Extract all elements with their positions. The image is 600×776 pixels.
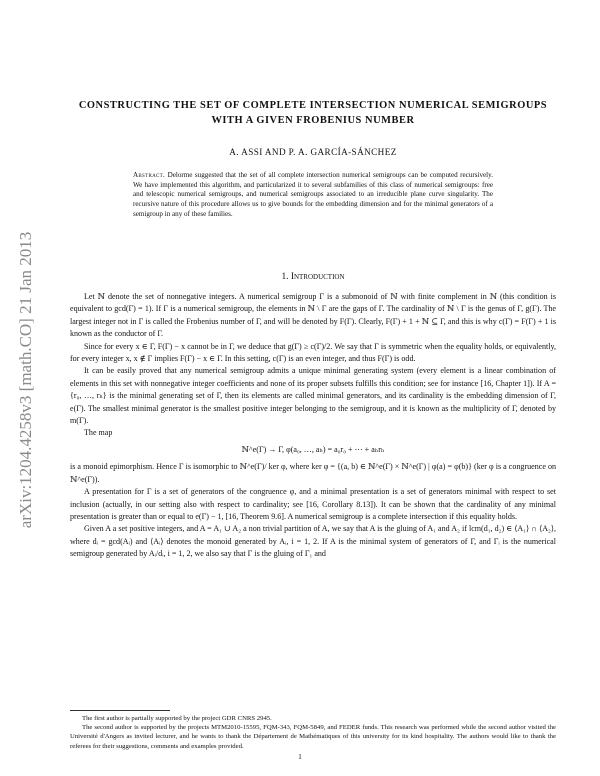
arxiv-identifier-text: arXiv:1204.4258v3 [math.CO] 21 Jan 2013	[16, 231, 35, 529]
section-number: 1.	[281, 272, 289, 282]
body-text	[70, 291, 556, 561]
paragraph: It can be easily proved that any numerical semigroup admits a unique minimal generating system (every element is a linear combination of elements in this set with nonnegative integer coefficients and none of its proper subsets fulfills this condition; see for instance [16, Chapter 1]). If A = {r₀, …, rₕ} is the minimal generating set of Γ, then its elements are called minimal generators, and its cardinality is the embedding dimension of Γ, e(Γ). The smallest minimal generator is the smallest positive integer belonging to the semigroup, and it is known as the multiplicity of Γ, denoted by m(Γ).	[70, 366, 556, 426]
paragraph: A presentation for Γ is a set of generators of the congruence φ, and a minimal presentation is a set of generators minimal with respect to set inclusion (actually, in our setting also with respect to cardinality; see [16, Corollary 8.13]). It can be shown that the cardinality of any minimal presentation is greater than or equal to e(Γ) − 1, [16, Theorem 9.6]. A numerical semigroup is a complete intersection if this equality holds.	[70, 487, 556, 521]
footnote: The second author is supported by the projects MTM2010-15595, FQM-343, FQM-5849, and FEDER funds. This research was performed while the second author visited the Université d'Angers as invited lecturer, and he wants to thank the Département de Mathématiques of this university for its kind hospitality. The authors would like to thank the referees for their suggestions, comments and examples provided.	[70, 724, 556, 750]
paragraph: Since for every x ∈ Γ, F(Γ) − x cannot be in Γ, we deduce that g(Γ) ≥ c(Γ)/2. We say that Γ is symmetric when the equality holds, or equivalently, for every integer x, x ∉ Γ implies F(Γ) − x ∈ Γ. In this setting, c(Γ) is an even integer, and thus F(Γ) is odd.	[70, 341, 556, 364]
paragraph: Let ℕ denote the set of nonnegative integers. A numerical semigroup Γ is a submonoid of ℕ with finite complement in ℕ (this condition is equivalent to gcd(Γ) = 1). If Γ is a numerical semigroup, the elements in ℕ \ Γ are the gaps of Γ. The cardinality of ℕ \ Γ is the genus of Γ, g(Γ). The largest integer not in Γ is called the Frobenius number of Γ, and will be denoted by F(Γ). Clearly, F(Γ) + 1 + ℕ ⊆ Γ, and this is why c(Γ) = F(Γ) + 1 is known as the conductor of Γ.	[70, 292, 556, 339]
abstract	[133, 171, 493, 219]
paper-title: CONSTRUCTING THE SET OF COMPLETE INTERSECTION NUMERICAL SEMIGROUPS WITH A GIVEN FROBENIUS NUMBER	[78, 100, 548, 126]
paragraph: Given A a set positive integers, and A = A₁ ∪ A₂ a non trivial partition of A, we say that A is the gluing of A₁ and A₂ if lcm(d₁, d₂) ∈ ⟨A₁⟩ ∩ ⟨A₂⟩, where dᵢ = gcd(Aᵢ) and ⟨Aᵢ⟩ denotes the monoid generated by Aᵢ, i = 1, 2. If A is the minimal system of generators of Γ, and Γᵢ is the numerical semigroup generated by Aᵢ/dᵢ, i = 1, 2, we also say that Γ is the gluing of Γ₁ and	[70, 524, 556, 559]
abstract-label: Abstract.	[133, 171, 166, 179]
display-equation: ℕ^e(Γ) → Γ, φ(a₀, …, aₕ) = a₀r₀ + ⋯ + aₕrₕ	[241, 444, 385, 454]
paragraph: The map	[84, 428, 113, 438]
paragraph: is a monoid epimorphism. Hence Γ is isomorphic to ℕ^e(Γ)/ ker φ, where ker φ = {(a, b) ∈ ℕ^e(Γ) × ℕ^e(Γ) | φ(a) = φ(b)} (ker φ is a congruence on ℕ^e(Γ)).	[70, 462, 556, 484]
section-title: Introduction	[290, 272, 345, 282]
section-heading	[70, 272, 556, 282]
footnotes	[70, 714, 556, 751]
page-number: 1	[298, 752, 302, 761]
arxiv-identifier	[14, 165, 38, 595]
footnote: The first author is partially supported by the project GDR CNRS 2945.	[82, 715, 272, 722]
paper-authors: A. ASSI AND P. A. GARCÍA-SÁNCHEZ	[229, 147, 397, 157]
footnote-rule	[70, 710, 170, 711]
abstract-text: Delorme suggested that the set of all complete intersection numerical semigroups can be computed recursively. We have implemented this algorithm, and particularized it to several subfamilies of this class of numerical semigroups: free and telescopic numerical semigroups, and numerical semigroups associated to an irreducible plane curve singularity. The recursive nature of this procedure allows us to give bounds for the embedding dimension and for the minimal generators of a semigroup in any of these families.	[133, 171, 493, 218]
